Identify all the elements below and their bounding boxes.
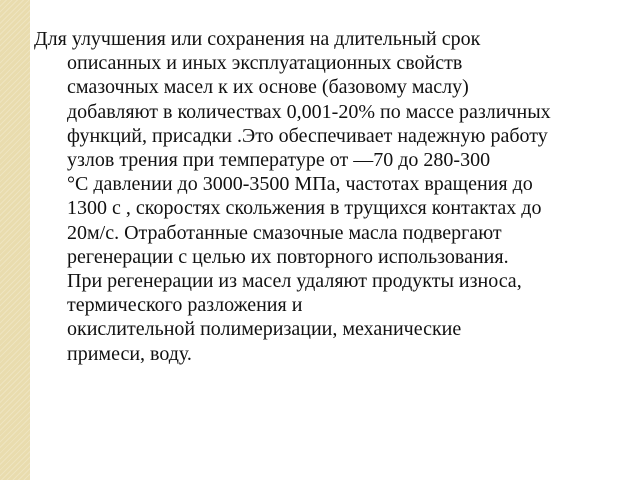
slide-body-text xyxy=(34,27,630,366)
text-line: описанных и иных эксплуатационных свойств xyxy=(67,52,463,75)
text-line: Для улучшения или сохранения на длительный срок xyxy=(34,28,481,50)
text-line: примеси, воду. xyxy=(67,342,192,365)
text-line: окислительной полимеризации, механические xyxy=(67,318,462,341)
text-line: 1300 с , скоростях скольжения в трущихся контактах до xyxy=(67,197,542,220)
text-line: смазочных масел к их основе (базовому маслу) xyxy=(67,76,469,99)
text-line: функций, присадки .Это обеспечивает надежную работу xyxy=(67,124,548,147)
text-line: узлов трения при температуре от —70 до 280-300 xyxy=(67,149,491,172)
text-line: добавляют в количествах 0,001-20% по массе различных xyxy=(67,100,551,123)
decorative-side-strip xyxy=(0,0,30,480)
text-line: При регенерации из масел удаляют продукты износа, xyxy=(67,270,522,293)
text-line: °С давлении до 3000-3500 МПа, частотах вращения до xyxy=(67,173,533,196)
text-line: регенерации с целью их повторного использования. xyxy=(67,245,509,268)
text-line: термического разложения и xyxy=(67,294,303,317)
text-line: 20м/с. Отработанные смазочные масла подвергают xyxy=(67,221,502,244)
